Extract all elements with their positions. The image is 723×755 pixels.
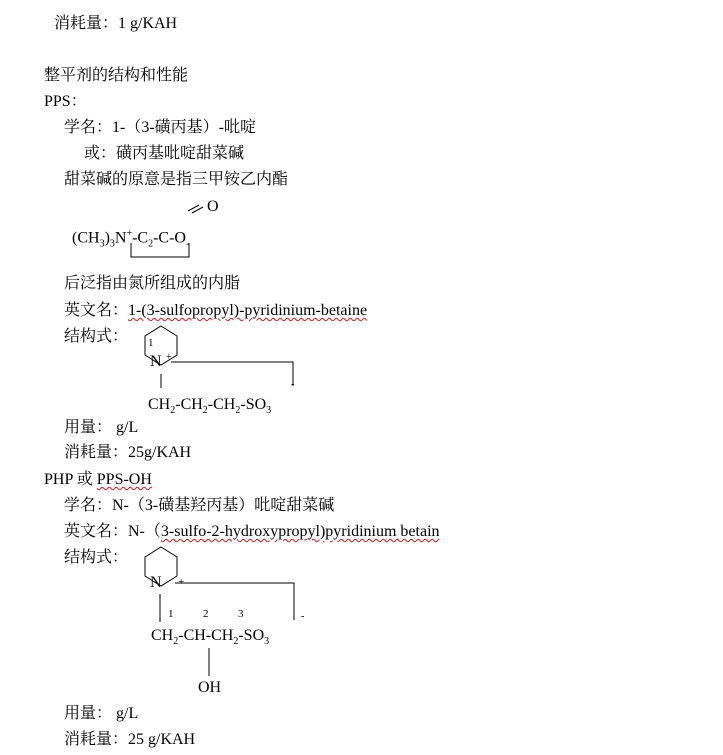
php-dosage: 用量： g/L xyxy=(64,705,139,722)
carbonyl-double-bond xyxy=(188,205,203,213)
php-negative-charge: - xyxy=(301,611,305,622)
ring-position-label: 1 xyxy=(148,337,154,349)
pps-ring-plus: + xyxy=(166,352,172,363)
carbon-number-3: 3 xyxy=(238,608,244,620)
php-english-name: 英文名：N-（3-sulfo-2-hydroxypropyl)pyridinium betain xyxy=(64,523,440,540)
pps-negative-charge: - xyxy=(291,379,295,390)
pps-ring-nitrogen: N xyxy=(150,353,162,370)
php-scientific-name: 学名：N-（3-磺基羟丙基）吡啶甜菜碱 xyxy=(64,497,335,514)
php-bracket xyxy=(175,583,294,620)
top-consumption: 消耗量：1 g/KAH xyxy=(54,15,178,32)
php-title: PHP 或 PPS-OH xyxy=(44,471,152,488)
php-ring-nitrogen: N xyxy=(150,574,162,591)
betaine-note: 甜菜碱的原意是指三甲铵乙内酯 xyxy=(64,171,289,188)
php-structure-label: 结构式： xyxy=(64,549,129,566)
php-chain-formula: $CH_2-CH-CH_2-SO_3$ xyxy=(151,627,270,648)
carbon-number-1: 1 xyxy=(168,608,174,620)
php-consumption: 消耗量：25 g/KAH xyxy=(64,731,196,748)
pps-scientific-name: 学名：1-（3-磺丙基）-吡啶 xyxy=(64,119,256,136)
pps-bracket xyxy=(171,362,293,386)
php-ring-plus: + xyxy=(178,576,185,588)
pps-consumption: 消耗量：25g/KAH xyxy=(64,444,192,461)
extended-note: 后泛指由氮所组成的内脂 xyxy=(64,275,241,292)
pps-chain-formula: $CH_2-CH_2-CH_2-SO_3$ xyxy=(148,396,272,417)
section-heading: 整平剂的结构和性能 xyxy=(44,67,189,84)
pps-alternate-name: 或：磺丙基吡啶甜菜碱 xyxy=(84,145,245,162)
betaine-formula: $(CH_3)_3N^+-C_2-C-O_-$ xyxy=(72,228,190,250)
formula-carbonyl-oxygen: O xyxy=(207,198,219,215)
pps-structure-label: 结构式： xyxy=(64,328,129,345)
pps-english-name: 英文名：1-(3-sulfopropyl)-pyridinium-betaine xyxy=(64,302,368,319)
carbon-number-2: 2 xyxy=(203,608,209,620)
hydroxyl-group: OH xyxy=(198,679,222,696)
pps-title: PPS： xyxy=(44,93,87,110)
pps-dosage: 用量： g/L xyxy=(64,419,139,436)
